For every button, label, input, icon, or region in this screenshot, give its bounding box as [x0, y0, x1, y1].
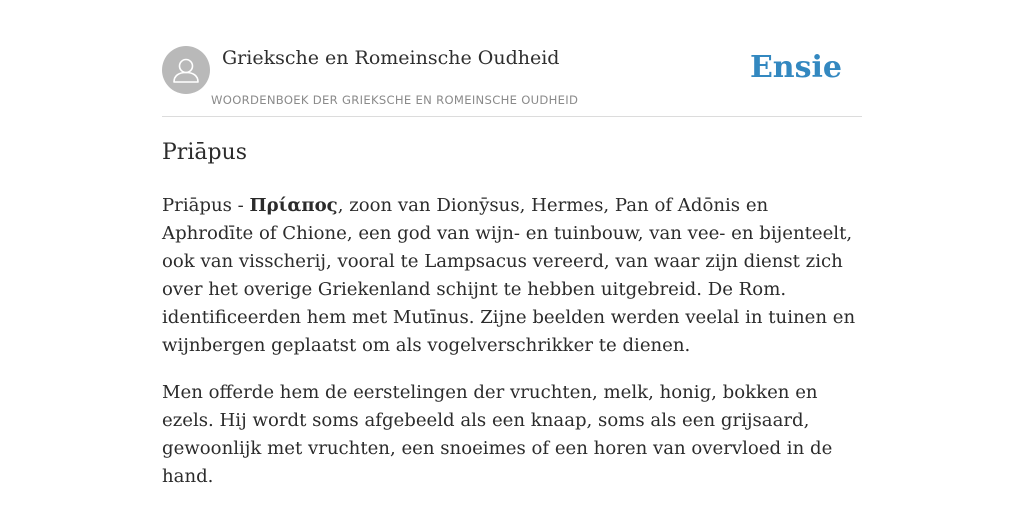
entry-content [162, 192, 862, 510]
greek-term: Πρίαπος [249, 195, 338, 216]
term-separator: - [231, 195, 250, 216]
source-header [162, 46, 862, 117]
avatar[interactable] [162, 46, 210, 94]
paragraph-1-text: , zoon van Dionȳsus, Hermes, Pan of Adōnis en Aphrodīte of Chione, een god van wijn- en tuinbouw, van vee- en bijenteelt, ook van visscherij, vooral te Lampsacus vereerd, van waar zijn dienst zich over het overige Griekenland schijnt te hebben uitgebreid. De Rom. identificeerden hem met Mutīnus. Zijne beelden werden veelal in tuinen en wijnbergen geplaatst om als vogelverschrikker te dienen. [162, 195, 856, 356]
entry-term: Priāpus [162, 195, 232, 216]
source-title-link[interactable]: Grieksche en Romeinsche Oudheid [222, 47, 560, 69]
ensie-logo[interactable]: Ensie [749, 50, 842, 85]
source-subtitle: WOORDENBOEK DER GRIEKSCHE EN ROMEINSCHE OUDHEID [211, 93, 579, 107]
entry-title: Priāpus [162, 140, 248, 165]
paragraph-2: Men offerde hem de eerstelingen der vruchten, melk, honig, bokken en ezels. Hij wordt soms afgebeeld als een knaap, soms als een grijsaard, gewoonlijk met vruchten, een snoeimes of een horen van overvloed in de hand. [162, 382, 833, 487]
paragraph-1 [162, 192, 862, 360]
user-silhouette-icon [162, 46, 210, 94]
